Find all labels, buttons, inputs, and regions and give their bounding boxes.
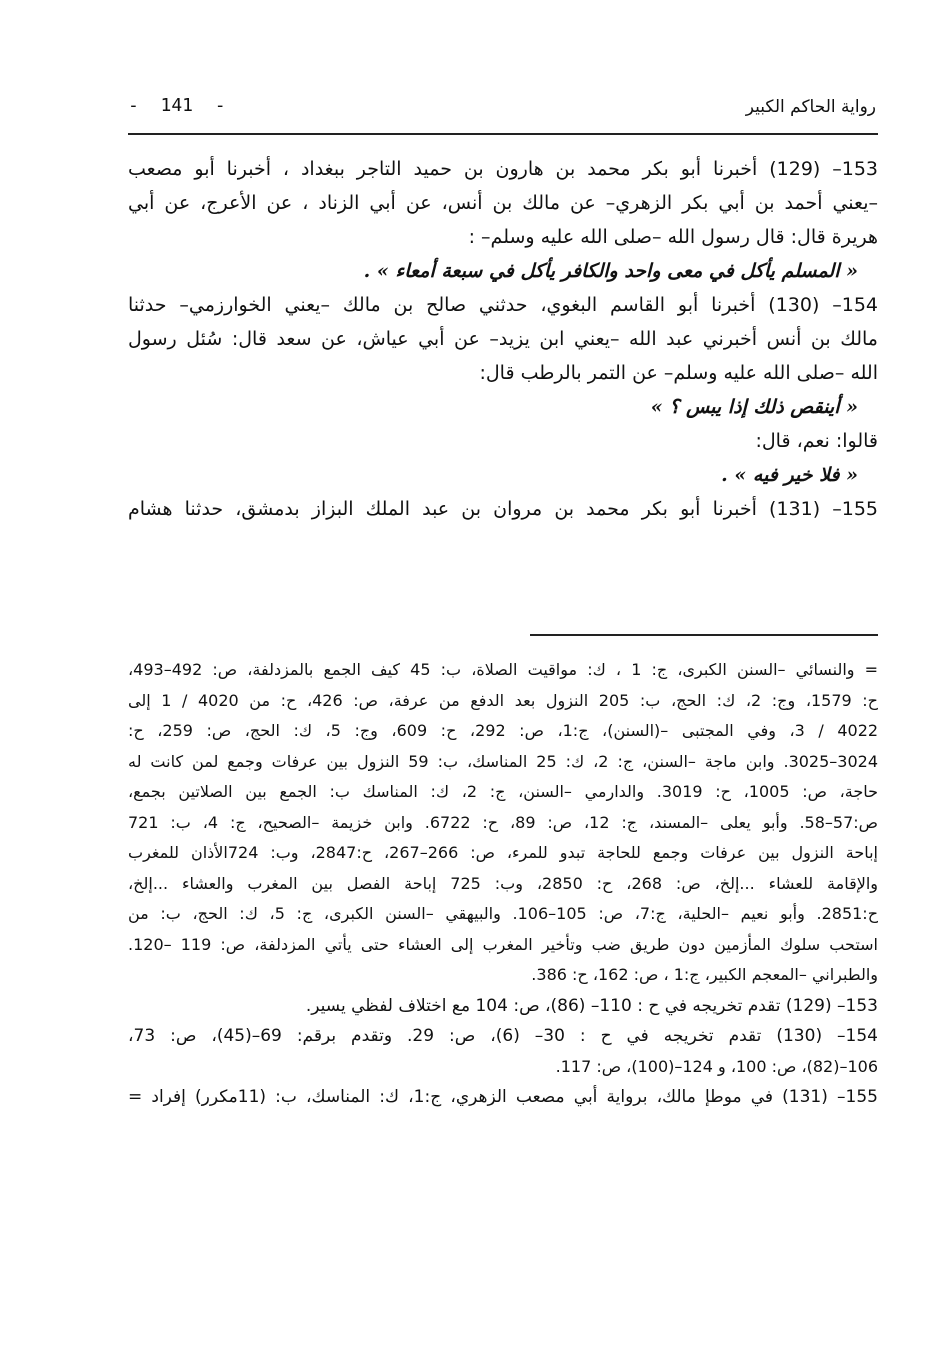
text-line: –يعني أحمد بن أبي بكر الزهري– عن مالك بن أنس، عن أبي الزناد ، عن الأعرج، عن أبي (128, 192, 878, 214)
hadith-quote: « أينقص ذلك إذا يبس ؟ » (650, 396, 858, 418)
footnote-line: والطبراني –المعجم الكبير، ج:1 ، ص: 162، ح: 386. (531, 965, 878, 984)
footnote-ref-155: 155– (131) في موطإ مالك، برواية أبي مصعب الزهري، ج:1، ك: المناسك، ب: (11مكرر) إفراد = (128, 1087, 878, 1107)
footnote-rule (530, 634, 878, 636)
text-line: هريرة قال: قال رسول الله –صلى الله عليه وسلم– : (468, 226, 878, 248)
running-head-title: رواية الحاكم الكبير (745, 97, 876, 117)
footnote-line: 4022 / 3، وفي المجتبى –(السنن)، ج:1، ص: 292، ح: 609، وج: 5، ك: الحج، ص: 259، ح: (128, 721, 878, 740)
page-header (128, 95, 876, 125)
text-line: قالوا: نعم، قال: (755, 430, 878, 452)
footnote-line: حاجة، ص: 1005، ح: 3019. والدارمي –السنن، ج: 2، ك: المناسك ب: الجمع بين الصلاتين بجمع، (128, 782, 878, 801)
page-number: - 141 - (128, 95, 226, 116)
hadith-quote: « فلا خير فيه » . (721, 464, 858, 486)
footnote-line: 3024–3025. وابن ماجة –السنن، ج: 2، ك: 25 المناسك، ب: 59 النزول بين عرفات وجمع لمن كانت له (128, 751, 878, 771)
footnote-line: والإقامة للعشاء ...إلخ، ص: 268، ح: 2850، وب: 725 إباحة الفصل بين المغرب والعشاء ...إلخ، (128, 873, 878, 893)
footnote-line: ح:2851. وأبو نعيم –الحلية، ج:7، ص: 105–106. والبيهقي –السنن الكبرى، ج: 5، ك: الحج، ب: من (128, 904, 878, 923)
footnote-line: ص:57–58. وأبو يعلى –المسند، ج: 12، ص: 89، ح: 6722. وابن خزيمة –الصحيح، ج: 4، ب: 721 (128, 812, 878, 832)
footnote-ref-154: 154– (130) تقدم تخريجه في ح : 30– (6)، ص: 29. وتقدم برقم: 69–(45)، ص: 73، (128, 1026, 878, 1046)
text-line: الله –صلى الله عليه وسلم– عن التمر بالرطب قال: (479, 362, 878, 384)
text-line: مالك بن أنس أخبرني عبد الله –يعني ابن يزيد– عن أبي عياش، عن سعد قال: سُئل رسول (128, 328, 878, 350)
footnote-ref-153: 153– (129) تقدم تخريجه في ح : 110– (86)، ص: 104 مع اختلاف لفظي يسير. (305, 995, 878, 1016)
footnote-line: استحب سلوك المأزمين دون طريق ضب وتأخير المغرب إلى العشاء حتى يأتي المزدلفة، ص: 119 –120. (128, 934, 878, 954)
text-line: 153– (129) أخبرنا أبو بكر محمد بن هارون بن حميد التاجر ببغداد ، أخبرنا أبو مصعب (128, 158, 878, 180)
hadith-text (128, 152, 878, 526)
hadith-quote: « المسلم يأكل في معى واحد والكافر يأكل في سبعة أمعاء » . (363, 260, 858, 282)
text-line: 154– (130) أخبرنا أبو القاسم البغوي، حدثني صالح بن مالك –يعني الخوارزمي– حدثنا (128, 294, 878, 316)
text-line: 155– (131) أخبرنا أبو بكر محمد بن مروان بن عبد الملك البزاز بدمشق، حدثنا هشام (128, 498, 878, 520)
footnote-line: = والنسائي –السنن الكبرى، ج: 1 ، ك: مواقيت الصلاة، ب: 45 كيف الجمع بالمزدلفة، ص: 492–493، (128, 660, 878, 679)
footnotes (128, 655, 878, 1113)
footnote-line: 106–(82)، ص: 100، و 124–(100)، ص: 117. (555, 1056, 878, 1076)
header-rule (128, 133, 878, 135)
footnote-line: ح: 1579، وج: 2، ك: الحج، ب: 205 النزول بعد الدفع من عرفة، ص: 426، ح: من 4020 / 1 إلى (128, 690, 878, 710)
footnote-line: إباحة النزول بين عرفات وجمع للحاجة تبدو للمرء، ص: 266–267، ح:2847، وب: 724الأذان للمغرب (128, 843, 878, 862)
